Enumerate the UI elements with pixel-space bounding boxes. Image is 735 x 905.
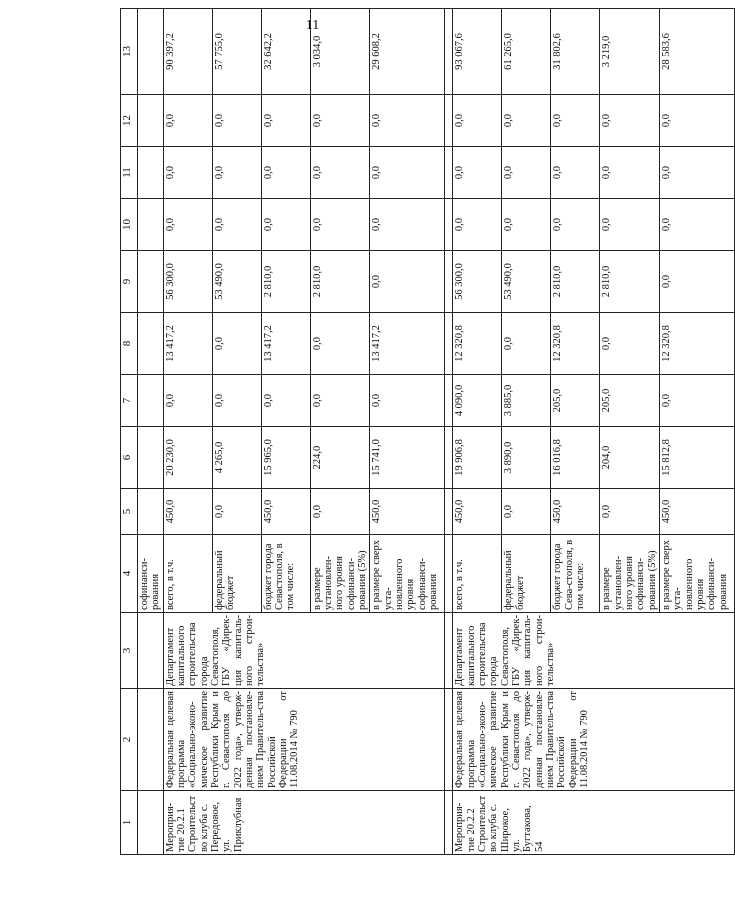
funding-source: в размере установлен-ного уровня софинанси-рования (5%) <box>310 535 370 613</box>
value-cell: 16 016,8 <box>551 427 600 489</box>
value-cell: 12 320,8 <box>659 313 734 375</box>
value-cell: 0,0 <box>163 147 212 199</box>
value-cell: 56 300,0 <box>453 251 502 313</box>
value-cell: 0,0 <box>659 95 734 147</box>
value-cell: 450,0 <box>261 489 310 535</box>
value-cell: 0,0 <box>370 199 445 251</box>
value-cell: 0,0 <box>310 313 370 375</box>
value-cell: 0,0 <box>502 313 551 375</box>
value-cell: 0,0 <box>163 95 212 147</box>
group-separator-row <box>445 9 453 855</box>
value-cell: 0,0 <box>370 375 445 427</box>
value-cell: 93 067,6 <box>453 9 502 95</box>
value-cell: 0,0 <box>370 251 445 313</box>
funding-source: бюджет города Севастополя, в том числе: <box>261 535 310 613</box>
value-cell: 0,0 <box>453 147 502 199</box>
value-cell: 12 320,8 <box>453 313 502 375</box>
funding-source: бюджет города Сева-стополя, в том числе: <box>551 535 600 613</box>
value-cell: 56 300,0 <box>163 251 212 313</box>
value-cell: 13 417,2 <box>370 313 445 375</box>
value-cell: 0,0 <box>502 147 551 199</box>
value-cell: 0,0 <box>551 147 600 199</box>
value-cell: 15 965,0 <box>261 427 310 489</box>
col-header: 5 <box>121 489 138 535</box>
value-cell: 450,0 <box>453 489 502 535</box>
value-cell: 31 802,6 <box>551 9 600 95</box>
funding-source: всего, в т.ч. <box>163 535 212 613</box>
value-cell: 2 810,0 <box>261 251 310 313</box>
value-cell: 0,0 <box>659 251 734 313</box>
value-cell: 204,0 <box>600 427 660 489</box>
value-cell: 20 230,0 <box>163 427 212 489</box>
value-cell: 3 034,0 <box>310 9 370 95</box>
value-cell: 450,0 <box>551 489 600 535</box>
value-cell: 0,0 <box>502 95 551 147</box>
program-name: Федеральная целевая программа «Социально-эконо-мическое развитие Республики Крым и г. Севастополя до 2022 года», утверж-денная постановле-нием Правитель-ства Российской Федерации от 11.08.2014 № 790 <box>453 689 735 791</box>
budget-table <box>120 8 735 855</box>
value-cell: 3 890,0 <box>502 427 551 489</box>
value-cell: 0,0 <box>600 199 660 251</box>
col-header: 3 <box>121 613 138 689</box>
value-cell: 0,0 <box>261 199 310 251</box>
value-cell: 2 810,0 <box>600 251 660 313</box>
value-cell: 0,0 <box>551 95 600 147</box>
funding-source: в размере сверх уста-новленного уровня софинанси-рования <box>370 535 445 613</box>
executor-name: Департамент капитального строительства города Севастополя, ГБУ «Дирек-ция капиталь-ного строи-тельства» <box>453 613 735 689</box>
value-cell: 12 320,8 <box>551 313 600 375</box>
value-cell: 0,0 <box>600 489 660 535</box>
value-cell: 0,0 <box>163 375 212 427</box>
col-header: 6 <box>121 427 138 489</box>
value-cell: 0,0 <box>659 199 734 251</box>
value-cell: 0,0 <box>261 95 310 147</box>
value-cell: 53 490,0 <box>212 251 261 313</box>
continuation-row <box>138 9 164 855</box>
value-cell: 15 741,0 <box>370 427 445 489</box>
column-number-row <box>121 9 138 855</box>
value-cell: 90 397,2 <box>163 9 212 95</box>
value-cell: 28 583,6 <box>659 9 734 95</box>
col-header: 2 <box>121 689 138 791</box>
value-cell: 2 810,0 <box>551 251 600 313</box>
value-cell: 0,0 <box>212 199 261 251</box>
value-cell: 450,0 <box>163 489 212 535</box>
measure-name: Мероприя-тие 20.2.1 Строительство клуба с. Передовое, ул. Приклубная <box>163 791 445 855</box>
value-cell: 3 219,0 <box>600 9 660 95</box>
col-header: 13 <box>121 9 138 95</box>
col-header: 1 <box>121 791 138 855</box>
value-cell: 450,0 <box>659 489 734 535</box>
value-cell: 0,0 <box>310 95 370 147</box>
program-name: Федеральная целевая программа «Социально-эконо-мическое развитие Республики Крым и г. Севастополя до 2022 года», утверж-денная постановле-нием Правитель-ства Российской Федерации от 11.08.2014 № 790 <box>163 689 445 791</box>
value-cell: 0,0 <box>310 375 370 427</box>
value-cell: 3 885,0 <box>502 375 551 427</box>
value-cell: 53 490,0 <box>502 251 551 313</box>
value-cell: 0,0 <box>659 375 734 427</box>
table-row <box>453 9 502 855</box>
value-cell: 4 265,0 <box>212 427 261 489</box>
funding-source: в размере установлен-ного уровня софинанси-рования (5%) <box>600 535 660 613</box>
col-header: 7 <box>121 375 138 427</box>
value-cell: 61 265,0 <box>502 9 551 95</box>
value-cell: 0,0 <box>453 199 502 251</box>
funding-source: всего, в т.ч. <box>453 535 502 613</box>
value-cell: 0,0 <box>212 95 261 147</box>
value-cell: 0,0 <box>212 375 261 427</box>
funding-source: федеральный бюджет <box>502 535 551 613</box>
value-cell: 0,0 <box>600 313 660 375</box>
value-cell: 0,0 <box>502 489 551 535</box>
value-cell: 0,0 <box>551 199 600 251</box>
col-header: 11 <box>121 147 138 199</box>
value-cell: 0,0 <box>212 313 261 375</box>
funding-source: в размере сверх уста-новленного уровня софинанси-рования <box>659 535 734 613</box>
value-cell: 0,0 <box>163 199 212 251</box>
page-number: 11 <box>305 18 320 33</box>
value-cell: 0,0 <box>310 199 370 251</box>
value-cell: 2 810,0 <box>310 251 370 313</box>
col-header: 12 <box>121 95 138 147</box>
value-cell: 0,0 <box>212 147 261 199</box>
value-cell: 19 906,8 <box>453 427 502 489</box>
value-cell: 15 812,8 <box>659 427 734 489</box>
value-cell: 0,0 <box>261 147 310 199</box>
value-cell: 0,0 <box>370 147 445 199</box>
value-cell: 0,0 <box>370 95 445 147</box>
value-cell: 0,0 <box>600 147 660 199</box>
value-cell: 0,0 <box>310 147 370 199</box>
continued-cell: софинанси-рования <box>138 535 164 613</box>
value-cell: 32 642,2 <box>261 9 310 95</box>
executor-name: Департамент капитального строительства города Севастополя, ГБУ «Дирек-ция капиталь-ного строи-тельства» <box>163 613 445 689</box>
funding-source: федеральный бюджет <box>212 535 261 613</box>
value-cell: 57 755,0 <box>212 9 261 95</box>
rotated-table-container <box>120 33 729 855</box>
value-cell: 0,0 <box>502 199 551 251</box>
value-cell: 205,0 <box>600 375 660 427</box>
value-cell: 0,0 <box>659 147 734 199</box>
value-cell: 13 417,2 <box>163 313 212 375</box>
value-cell: 0,0 <box>453 95 502 147</box>
value-cell: 450,0 <box>370 489 445 535</box>
value-cell: 13 417,2 <box>261 313 310 375</box>
value-cell: 0,0 <box>261 375 310 427</box>
value-cell: 205,0 <box>551 375 600 427</box>
value-cell: 4 090,0 <box>453 375 502 427</box>
col-header: 4 <box>121 535 138 613</box>
col-header: 10 <box>121 199 138 251</box>
table-row <box>163 9 212 855</box>
value-cell: 29 608,2 <box>370 9 445 95</box>
value-cell: 0,0 <box>600 95 660 147</box>
value-cell: 224,0 <box>310 427 370 489</box>
measure-name: Мероприя-тие 20.2.2 Строительство клуба с. Широкое, ул. Бугтакова, 54 <box>453 791 735 855</box>
col-header: 8 <box>121 313 138 375</box>
value-cell: 0,0 <box>310 489 370 535</box>
value-cell: 0,0 <box>212 489 261 535</box>
col-header: 9 <box>121 251 138 313</box>
